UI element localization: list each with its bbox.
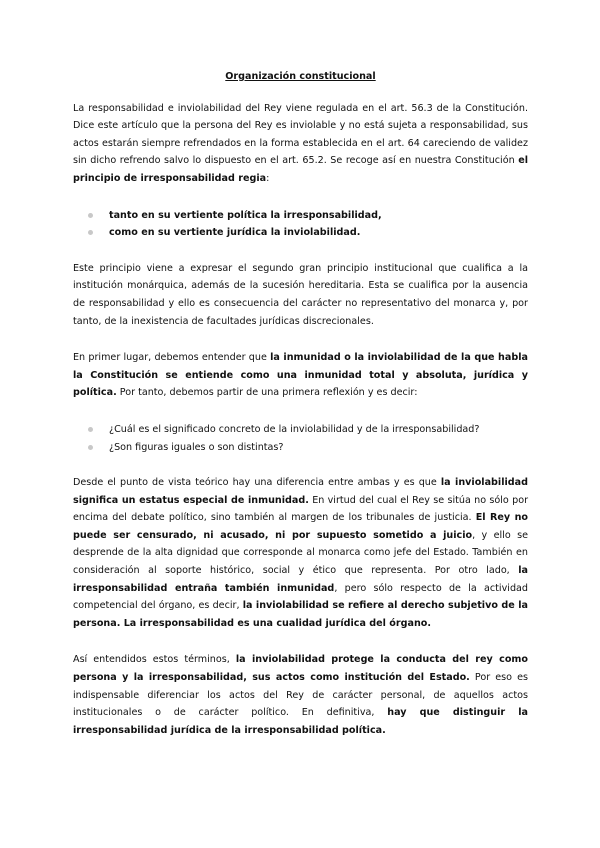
paragraph-4-bold-b: El Rey no puede ser censurado, ni acusado, ni por supuesto sometido a juicio [73, 512, 528, 541]
paragraph-5-bold-b: hay que distinguir la irresponsabilidad jurídica de la irresponsabilidad política. [73, 707, 528, 736]
paragraph-4-bold-d: la inviolabilidad se refiere al derecho subjetivo de la persona. La irresponsabilidad es una cualidad jurídica del órgano. [73, 600, 529, 629]
paragraph-2: Este principio viene a expresar el segundo gran principio institucional que cualifica a la institución monárquica, además de la sucesión hereditaria. Esta se cualifica por la ausencia de responsabilidad y ello es consecuencia del carácter no representativo del monarca y, por tanto, de la inexistencia de facultades jurídicas discrecionales. [73, 262, 528, 327]
paragraph-3-text-a: En primer lugar, debemos entender que [73, 352, 271, 364]
paragraph-3 [73, 349, 528, 402]
paragraph-1-bold-a: el principio de irresponsabilidad regia [73, 155, 528, 184]
paragraph-5-text-b: Por eso es indispensable diferenciar los actos del Rey de carácter personal, de aquellos actos institucionales o de carácter político. En definitiva, [73, 672, 529, 719]
bullet-icon [88, 445, 93, 450]
list-item-text: como en su vertiente jurídica la inviolabilidad. [109, 227, 361, 239]
paragraph-1 [73, 100, 528, 188]
list-item [73, 207, 528, 225]
paragraph-3-bold-a: la inmunidad o la inviolabilidad de la que habla la Constitución se entiende como una inmunidad total y absoluta, jurídica y política. [73, 352, 528, 399]
list-item [73, 224, 528, 242]
document-page [73, 68, 528, 758]
paragraph-3-text-b: Por tanto, debemos partir de una primera reflexión y es decir: [116, 387, 418, 399]
list-item [73, 439, 528, 457]
bullet-icon [88, 213, 93, 218]
bullet-icon [88, 427, 93, 432]
bullet-list-1 [73, 207, 528, 242]
paragraph-4-text-b: En virtud del cual el Rey se sitúa no sólo por encima del debate político, sino también al margen de los tribunales de justicia. [73, 494, 529, 524]
bullet-icon [88, 230, 93, 235]
list-item-text: ¿Cuál es el significado concreto de la inviolabilidad y de la irresponsabilidad? [109, 423, 480, 435]
paragraph-4-text-d: , pero sólo respecto de la actividad competencial del órgano, es decir, [73, 582, 529, 612]
paragraph-5-text-a: Así entendidos estos términos, [73, 654, 236, 666]
bullet-list-2 [73, 421, 528, 456]
paragraph-4-bold-c: la irresponsabilidad entraña también inmunidad [73, 565, 528, 594]
paragraph-1-text-b: : [266, 172, 270, 184]
paragraph-4-bold-a: la inviolabilidad significa un estatus especial de inmunidad. [73, 477, 529, 506]
paragraph-5-bold-a: la inviolabilidad protege la conducta del rey como persona y la irresponsabilidad, sus actos como institución del Estado. [73, 654, 528, 684]
paragraph-4 [73, 474, 528, 632]
paragraph-4-text-a: Desde el punto de vista teórico hay una diferencia entre ambas y es que [73, 477, 441, 489]
paragraph-5 [73, 651, 528, 739]
paragraph-1-text-a: La responsabilidad e inviolabilidad del Rey viene regulada en el art. 56.3 de la Constitución. Dice este artículo que la persona del Rey es inviolable y no está sujeta a responsabilidad, sus actos estarán siempre refrendados en la forma establecida en el art. 64 careciendo de validez sin dicho refrendo salvo lo dispuesto en el art. 65.2. Se recoge así en nuestra Constitución [73, 102, 528, 167]
list-item-text: ¿Son figuras iguales o son distintas? [109, 441, 284, 453]
paragraph-4-text-c: , y ello se desprende de la alta dignidad que corresponde al monarca como jefe del Estado. También en consideración al soporte histórico, social y ético que representa. Por otro lado, [73, 529, 528, 577]
list-item-text: tanto en su vertiente política la irresponsabilidad, [109, 209, 382, 221]
list-item [73, 421, 528, 439]
page-title: Organización constitucional [225, 71, 376, 82]
